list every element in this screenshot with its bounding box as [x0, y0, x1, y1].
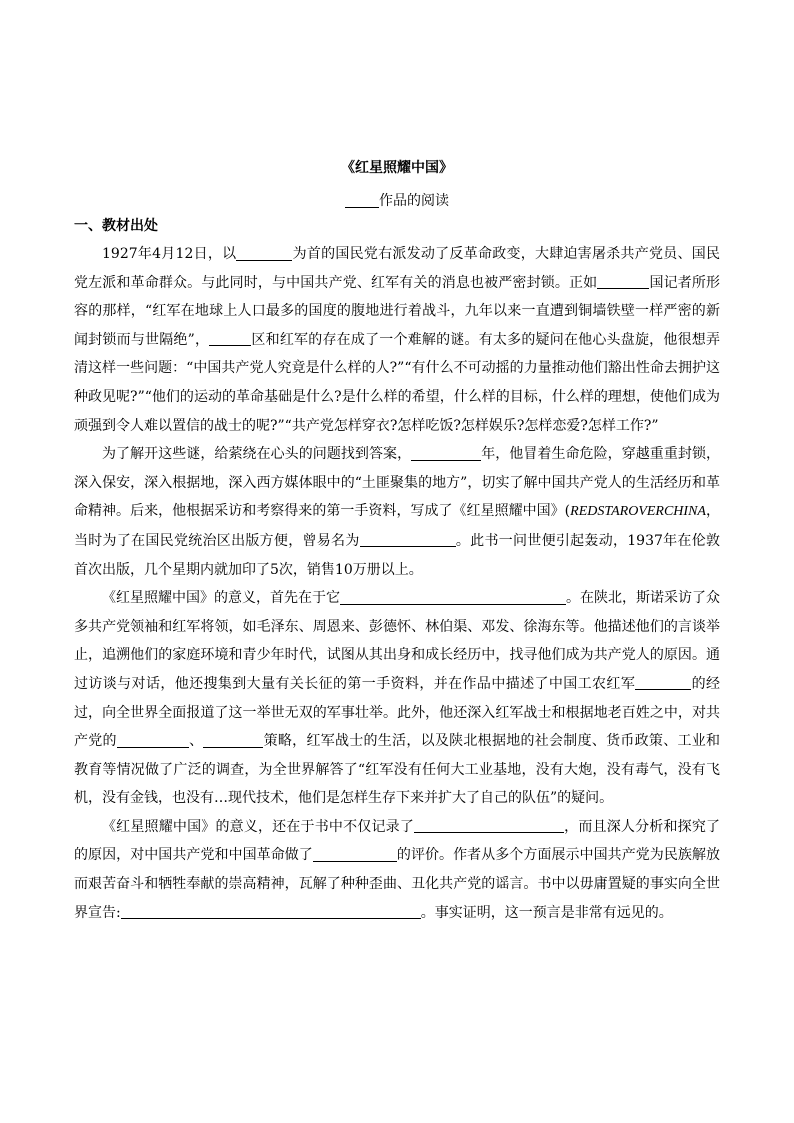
fill-blank-significance-1[interactable]	[340, 590, 566, 605]
body-text	[74, 240, 720, 927]
fill-blank-policy-1[interactable]	[117, 733, 189, 748]
paragraph-3: 《红星照耀中国》的意义，首先在于它 。在陕北，斯诺采访了众多共产党领袖和红军将领，如毛泽东、周恩来、彭德怀、林伯渠、邓发、徐海东等。他描述他们的言谈举止，追溯他们的家庭环境和青少年时代，试图从其出身和成长经历中，找寻他们成为共产党人的原因。通过访谈与对话，他还搜集到大量有关长征的第一手资料，并在作品中描述了中国工农红军 的经过，向全世界全面报道了这一举世无双的军事壮举。此外，他还深入红军战士和根据地老百姓之中，对共产党的 、 策略，红军战士的生活，以及陕北根据地的社会制度、货币政策、工业和教育等情况做了广泛的调查，为全世界解答了“红军没有任何大工业基地，没有大炮，没有毒气，没有飞机，没有金钱，也没有…现代技术，他们是怎样生存下来并扩大了自己的队伍”的疑问。	[74, 590, 721, 807]
fill-blank-significance-2[interactable]	[414, 818, 564, 833]
fill-blank-evaluation[interactable]	[313, 847, 397, 862]
document-title: 《红星照耀中国》	[341, 160, 453, 176]
fill-blank-alt-title[interactable]	[360, 532, 456, 547]
document-subtitle	[74, 191, 720, 211]
paragraph-2: 为了解开这些谜，给萦绕在心头的问题找到答案， 年，他冒着生命危险，穿越重重封锁，深入保安，深入根据地，深入西方媒体眼中的“土匪聚集的地方”，切实了解中国共产党人的生活经历和革命精神。后来，他根据采访和考察得来的第一手资料，写成了《红星照耀中国》(REDSTAROVERCHINA，当时为了在国民党统治区出版方便，曾易名为 。此书一问世便引起轰动，1937年在伦敦首次出版，几个星期内就加印了5次，销售10万册以上。	[74, 446, 721, 578]
fill-blank-leader[interactable]	[236, 246, 292, 261]
fill-blank-year[interactable]	[411, 446, 481, 461]
fill-blank-policy-2[interactable]	[203, 733, 263, 748]
fill-blank-declaration[interactable]	[121, 904, 421, 919]
section-heading: 一、教材出处	[74, 218, 158, 234]
fill-blank-nation[interactable]	[597, 274, 649, 289]
fill-blank-author[interactable]	[345, 193, 379, 208]
fill-blank-long-march[interactable]	[635, 675, 691, 690]
fill-blank-region[interactable]	[209, 331, 251, 346]
paragraph-4: 《红星照耀中国》的意义，还在于书中不仅记录了 ，而且深人分析和探究了的原因，对中国共产党和中国革命做了 的评价。作者从多个方面展示中国共产党为民族解放而艰苦奋斗和牺牲奉献的崇高精神，瓦解了种种歪曲、丑化共产党的谣言。书中以毋庸置疑的事实向全世界宣告: 。事实证明，这一预言是非常有远见的。	[74, 818, 721, 921]
paragraph-1: 1927年4月12日，以 为首的国民党右派发动了反革命政变，大肆迫害屠杀共产党员、国民党左派和革命群众。与此同时，与中国共产党、红军有关的消息也被严密封锁。正如 国记者所形容的那样，“红军在地球上人口最多的国度的腹地进行着战斗，九年以来一直遭到铜墙铁壁一样严密的新闻封锁而与世隔绝”， 区和红军的存在成了一个难解的谜。有太多的疑问在他心头盘旋，他很想弄清这样一些问题：“中国共产党人究竟是什么样的人?”“有什么不可动摇的力量推动他们豁出性命去拥护这种政见呢?”“他们的运动的革命基础是什么?是什么样的希望，什么样的目标，什么样的理想，使他们成为顽强到令人难以置信的战士的呢?”“共产党怎样穿衣?怎样吃饭?怎样娱乐?怎样恋爱?怎样工作?”	[74, 246, 721, 434]
english-title: REDSTAROVERCHINA	[570, 504, 706, 520]
subtitle-text: 作品的阅读	[379, 193, 449, 209]
